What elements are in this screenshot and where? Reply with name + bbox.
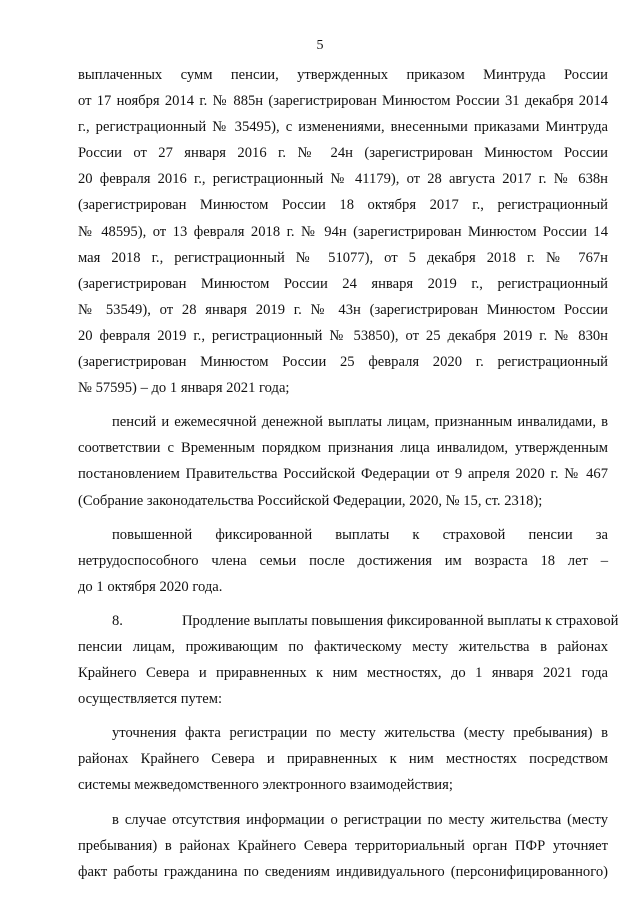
text-line: системы межведомственного электронного взаимодействия;	[78, 777, 453, 794]
paragraph-absence-of-information	[78, 807, 608, 885]
text-line: нетрудоспособного члена семьи после достижения им возраста 18 лет –	[78, 552, 608, 569]
text-line: пребывания) в районах Крайнего Севера территориальный орган ПФР уточняет	[78, 837, 608, 854]
text-line: уточнения факта регистрации по месту жительства (месту пребывания) в	[112, 725, 608, 742]
text-line: соответствии с Временным порядком признания лица инвалидом, утвержденным	[78, 440, 608, 457]
paragraph-increased-payment	[78, 522, 608, 600]
text-line: выплаченных сумм пенсии, утвержденных приказом Минтруда России	[78, 67, 608, 83]
text-line: (зарегистрирован Минюстом России 24 января 2019 г., регистрационный	[78, 275, 608, 292]
item-number: 8.	[112, 612, 123, 629]
text-line: Крайнего Севера и приравненных к ним местностях, до 1 января 2021 года	[78, 665, 608, 682]
text-line: постановлением Правительства Российской Федерации от 9 апреля 2020 г. № 467	[78, 466, 608, 483]
text-line: в случае отсутствия информации о регистрации по месту жительства (месту	[112, 811, 608, 828]
item-text: Продление выплаты повышения фиксированной выплаты к страховой	[182, 612, 619, 629]
text-line: (зарегистрирован Минюстом России 18 октября 2017 г., регистрационный	[78, 197, 608, 214]
text-line: до 1 октября 2020 года.	[78, 578, 223, 595]
text-line: России от 27 января 2016 г. № 24н (зарегистрирован Минюстом России	[78, 145, 608, 162]
text-line: осуществляется путем:	[78, 691, 222, 708]
text-line: 20 февраля 2019 г., регистрационный № 53850), от 25 декабря 2019 г. № 830н	[78, 327, 608, 344]
paragraph-item-8	[78, 608, 619, 712]
paragraph-registration-check	[78, 720, 608, 798]
paragraph-disability-pensions	[78, 409, 608, 513]
text-line: г., регистрационный № 35495), с изменениями, внесенными приказами Минтруда	[78, 119, 608, 136]
text-line	[78, 608, 619, 634]
page-number: 5	[316, 38, 324, 53]
text-line: от 17 ноября 2014 г. № 885н (зарегистрирован Минюстом России 31 декабря 2014	[78, 93, 608, 110]
text-line: № 57595) – до 1 января 2021 года;	[78, 380, 290, 397]
text-line: № 48595), от 13 февраля 2018 г. № 94н (зарегистрирован Минюстом России 14	[78, 223, 608, 240]
paragraph-continuation	[78, 62, 608, 401]
text-line: повышенной фиксированной выплаты к страховой пенсии за	[112, 526, 608, 543]
text-line: (Собрание законодательства Российской Федерации, 2020, № 15, ст. 2318);	[78, 492, 543, 509]
text-line: (зарегистрирован Минюстом России 25 февраля 2020 г. регистрационный	[78, 354, 608, 371]
text-line: пенсии лицам, проживающим по фактическому месту жительства в районах	[78, 638, 608, 655]
text-line: № 53549), от 28 января 2019 г. № 43н (зарегистрирован Минюстом России	[78, 301, 608, 318]
document-body	[78, 62, 619, 885]
text-line: 20 февраля 2016 г., регистрационный № 41179), от 28 августа 2017 г. № 638н	[78, 171, 608, 188]
text-line: мая 2018 г., регистрационный № 51077), от 5 декабря 2018 г. № 767н	[78, 249, 608, 266]
text-line: пенсий и ежемесячной денежной выплаты лицам, признанным инвалидами, в	[112, 414, 608, 431]
text-line: районах Крайнего Севера и приравненных к ним местностях посредством	[78, 751, 608, 768]
text-line: факт работы гражданина по сведениям индивидуального (персонифицированного)	[78, 863, 608, 880]
